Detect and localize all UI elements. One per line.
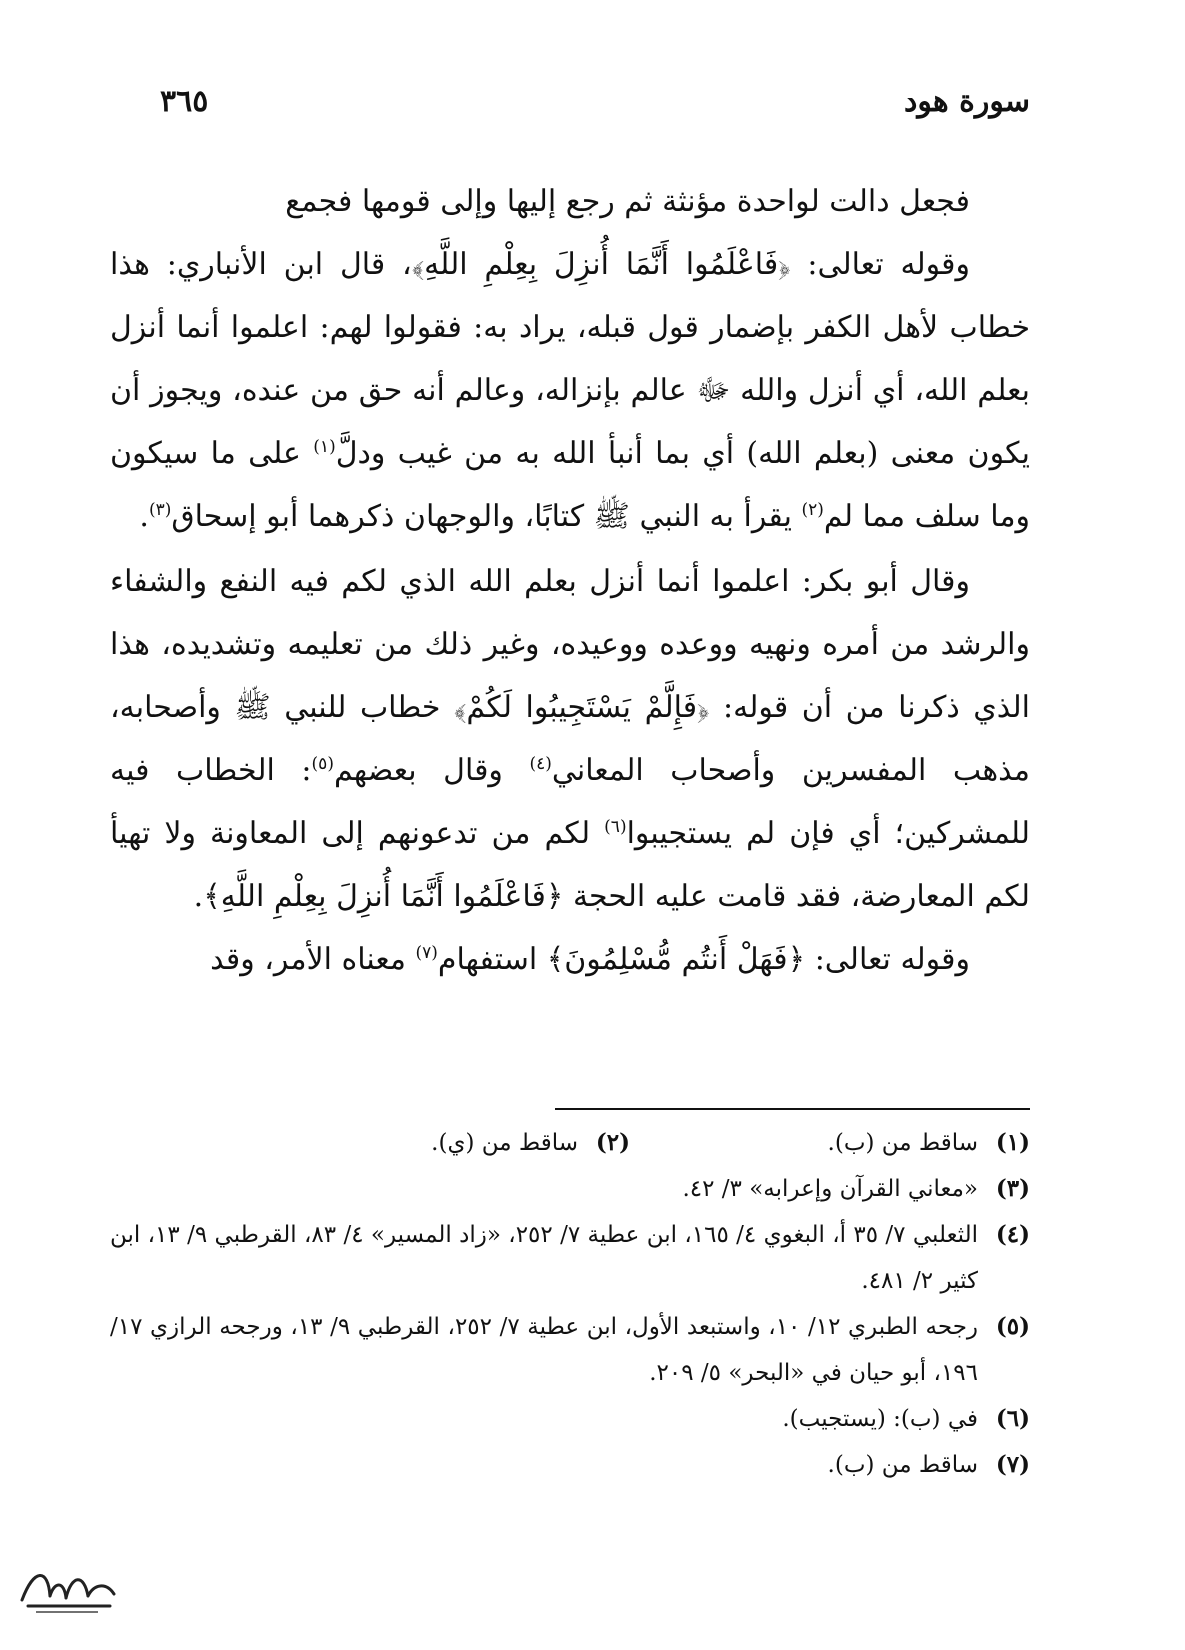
footnote-ref-2: (٢) — [801, 500, 824, 520]
footnote-ref-6: (٦) — [604, 817, 627, 837]
footnote-pair-1-2 — [110, 1120, 1030, 1166]
footnote-2 — [230, 1120, 630, 1166]
footnote-ref-7: (٧) — [415, 943, 438, 963]
footnote-number: (٥) — [995, 1313, 1030, 1340]
footnote-number: (١) — [995, 1129, 1030, 1156]
paragraph-4-text-b: معناه الأمر، وقد — [210, 942, 416, 977]
paragraph-2-text-b: على ما سيكون وما سلف مما لم — [110, 436, 1030, 534]
footnote-number: (٦) — [995, 1405, 1030, 1432]
footnote-ref-5: (٥) — [311, 754, 334, 774]
footnote-number: (٣) — [995, 1175, 1030, 1202]
paragraph-3-text-d: لكم من تدعونهم إلى المعاونة ولا تهيأ لكم المعارضة، فقد قامت عليه الحجة ﴿فَاعْلَمُوا أَنَّمَا أُنزِلَ بِعِلْمِ اللَّهِ﴾. — [110, 816, 1030, 914]
paragraph-2-text-a: وقوله تعالى: ﴿فَاعْلَمُوا أَنَّمَا أُنزِلَ بِعِلْمِ اللَّهِ﴾، قال ابن الأنباري: هذا خطاب لأهل الكفر بإضمار قول قبله، يراد به: فقولوا لهم: اعلموا أنما أنزل بعلم الله، أي أنزل والله ﷻ عالم بإنزاله، وعالم أنه حق من عنده، ويجوز أن يكون معنى (بعلم الله) أي بما أنبأ الله به من غيب ودلَّ — [110, 247, 1031, 471]
footnote-5 — [110, 1304, 1030, 1396]
stamp-calligraphy-icon — [14, 1560, 124, 1620]
paragraph-4 — [110, 928, 1030, 991]
library-stamp-icon — [14, 1560, 124, 1620]
footnote-text: في (ب): (يستجيب). — [782, 1406, 978, 1432]
footnote-divider — [555, 1108, 1030, 1110]
paragraph-4-text-a: وقوله تعالى: ﴿فَهَلْ أَنتُم مُّسْلِمُونَ﴾ استفهام — [437, 942, 970, 977]
paragraph-3-text-a: وقال أبو بكر: اعلموا أنما أنزل بعلم الله الذي لكم فيه النفع والشفاء والرشد من أمره ونهيه ووعده ووعيده، وغير ذلك من تعليمه وتشديده، هذا الذي ذكرنا من أن قوله: ﴿فَإِلَّمْ يَسْتَجِيبُوا لَكُمْ﴾ خطاب للنبي ﷺ وأصحابه، مذهب المفسرين وأصحاب المعاني — [110, 564, 1030, 788]
footnote-ref-1: (١) — [313, 437, 336, 457]
footnote-3 — [110, 1166, 1030, 1212]
footnote-1 — [630, 1120, 1030, 1166]
paragraph-2-text-d: . — [139, 499, 149, 534]
paragraph-3-text-b: وقال بعضهم — [333, 753, 530, 788]
footnote-ref-3: (٣) — [148, 500, 172, 520]
footnote-text: رجحه الطبري ١٢/ ١٠، واستبعد الأول، ابن عطية ٧/ ٢٥٢، القرطبي ٩/ ١٣، ورجحه الرازي ١٧/ ١٩٦، أبو حيان في «البحر» ٥/ ٢٠٩. — [110, 1314, 979, 1386]
footnote-text: «معاني القرآن وإعرابه» ٣/ ٤٢. — [682, 1176, 978, 1202]
page-header — [160, 84, 1030, 134]
footnote-number: (٤) — [995, 1221, 1030, 1248]
paragraph-2-text-c: يقرأ به النبي ﷺ كتابًا، والوجهان ذكرهما أبو إسحاق — [171, 499, 802, 534]
footnote-number: (٢) — [595, 1129, 630, 1156]
paragraph-3 — [110, 550, 1030, 928]
paragraph-1 — [110, 170, 1030, 233]
footnote-text: ساقط من (ب). — [827, 1130, 978, 1156]
footnote-text: ساقط من (ي). — [431, 1130, 578, 1156]
surah-title: سورة هود — [904, 84, 1030, 119]
footnote-6 — [110, 1396, 1030, 1442]
footnote-4 — [110, 1212, 1030, 1304]
paragraph-1-text: فجعل دالت لواحدة مؤنثة ثم رجع إليها وإلى قومها فجمع — [285, 184, 970, 219]
footnote-text: ساقط من (ب). — [827, 1452, 978, 1478]
page-number: ٣٦٥ — [160, 84, 209, 119]
footnote-ref-4: (٤) — [529, 754, 552, 774]
main-text — [110, 170, 1030, 991]
footnote-text: الثعلبي ٧/ ٣٥ أ، البغوي ٤/ ١٦٥، ابن عطية ٧/ ٢٥٢، «زاد المسير» ٤/ ٨٣، القرطبي ٩/ ١٣، ابن كثير ٢/ ٤٨١. — [110, 1222, 979, 1294]
footnotes — [110, 1120, 1030, 1488]
footnote-7 — [110, 1442, 1030, 1488]
footnote-number: (٧) — [995, 1451, 1030, 1478]
paragraph-2 — [110, 233, 1030, 548]
paragraph-3-text-c: : الخطاب فيه للمشركين؛ أي فإن لم يستجيبوا — [110, 753, 1030, 851]
